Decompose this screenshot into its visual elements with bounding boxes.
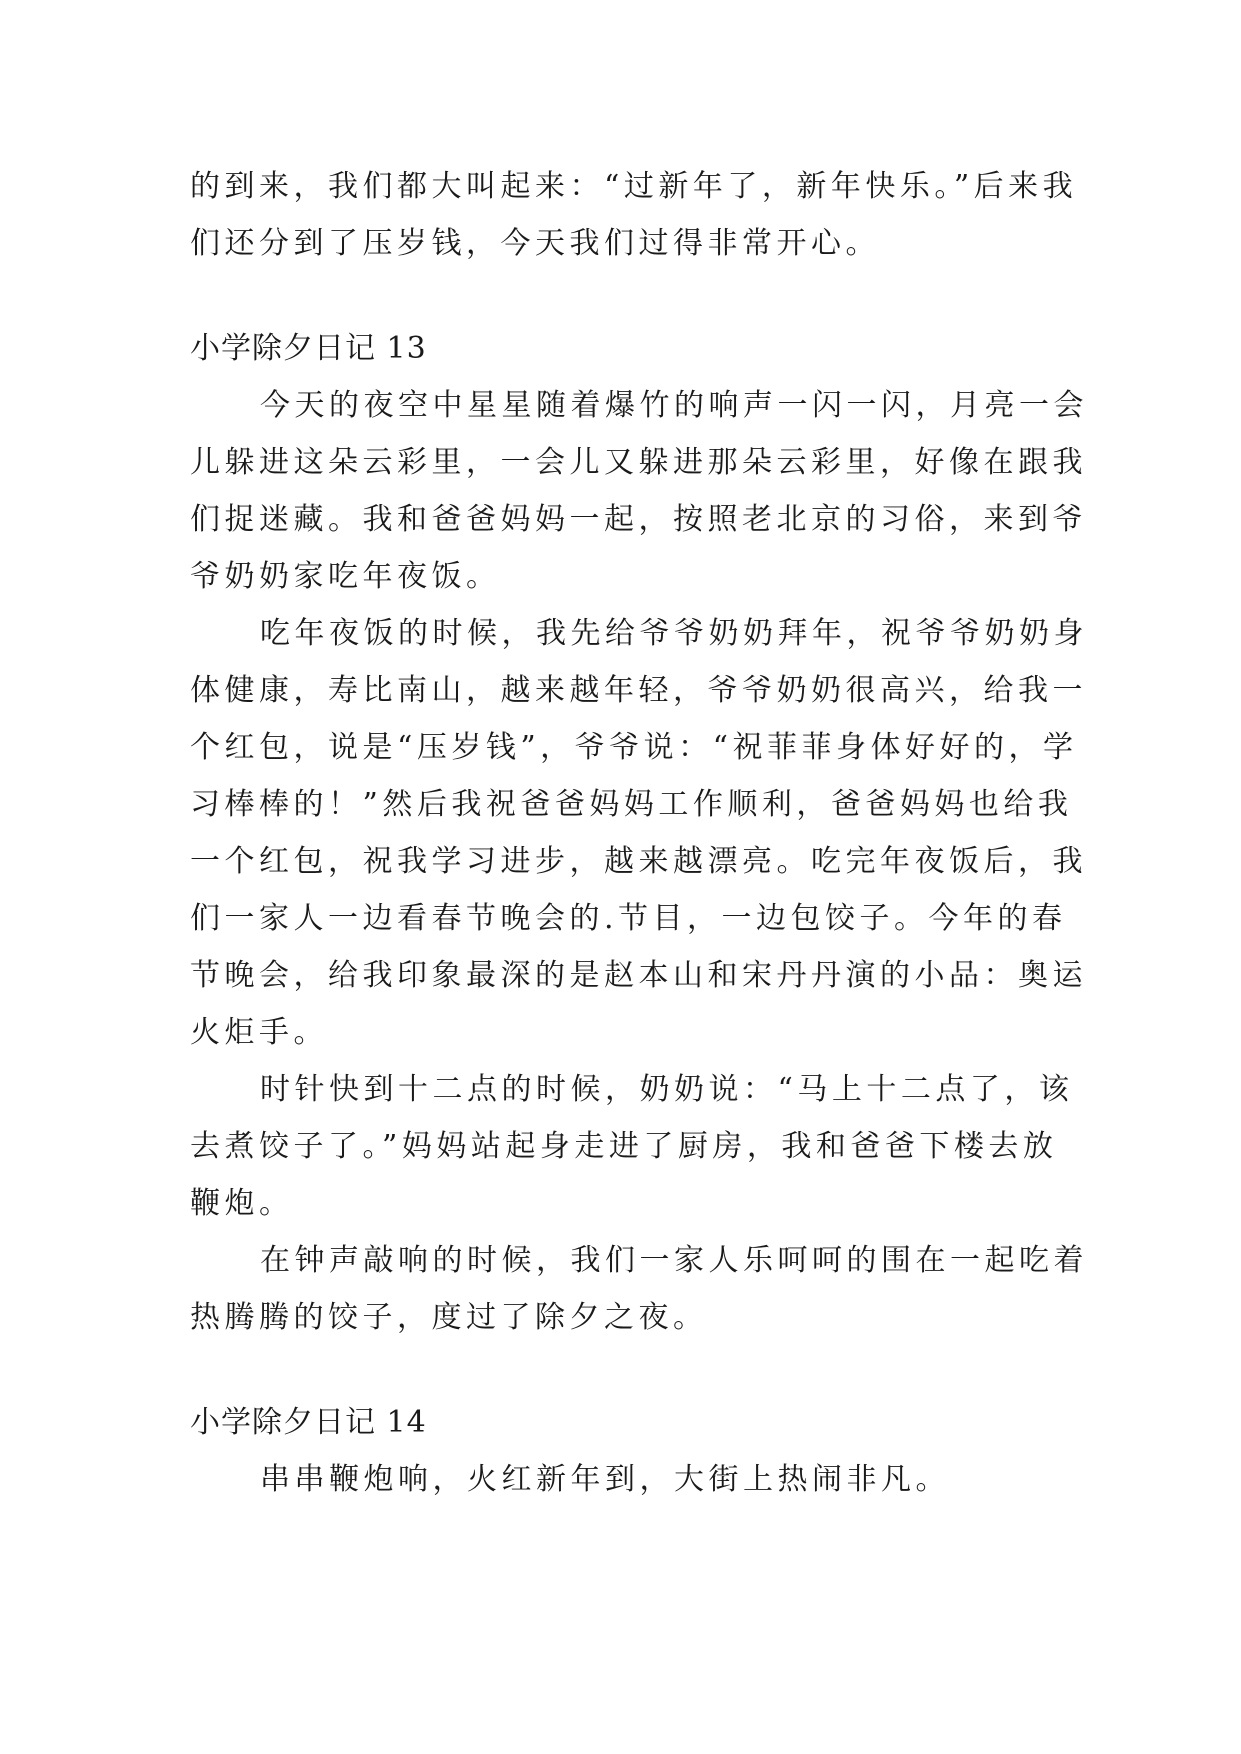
text-line: 爷奶奶家吃年夜饭。 [190,559,501,594]
text-line: 今天的夜空中星星随着爆竹的响声一闪一闪，月亮一会 [260,388,1088,423]
diary-13-paragraph-3 [190,1061,1074,1232]
text-line: 们一家人一边看春节晚会的.节目，一边包饺子。今年的春 [190,901,1067,936]
text-line: 的到来，我们都大叫起来：“过新年了，新年快乐。”后来我 [190,169,1078,204]
text-line: 一个红包，祝我学习进步，越来越漂亮。吃完年夜饭后，我 [190,844,1087,879]
text-line: 节晚会，给我印象最深的是赵本山和宋丹丹演的小品：奥运 [190,958,1087,993]
text-line: 们还分到了压岁钱，今天我们过得非常开心。 [190,226,880,261]
document-page [190,158,1088,1508]
text-line: 鞭炮。 [190,1186,294,1221]
diary-14-title: 小学除夕日记 14 [190,1405,427,1440]
text-line: 串串鞭炮响，火红新年到，大街上热闹非凡。 [260,1462,950,1497]
diary-13-paragraph-4 [190,1232,1088,1346]
diary-13-title: 小学除夕日记 13 [190,331,427,366]
text-line: 儿躲进这朵云彩里，一会儿又躲进那朵云彩里，好像在跟我 [190,445,1087,480]
text-line: 个红包，说是“压岁钱”，爷爷说：“祝菲菲身体好好的，学 [190,730,1078,765]
text-line: 去煮饺子了。”妈妈站起身走进了厨房，我和爸爸下楼去放 [190,1129,1058,1164]
text-line: 习棒棒的！”然后我祝爸爸妈妈工作顺利，爸爸妈妈也给我 [190,787,1073,822]
text-line: 时针快到十二点的时候，奶奶说：“马上十二点了，该 [260,1072,1074,1107]
diary-13-paragraph-1 [190,377,1088,605]
paragraph-continued [190,158,1078,272]
text-line: 火炬手。 [190,1015,328,1050]
text-line: 们捉迷藏。我和爸爸妈妈一起，按照老北京的习俗，来到爷 [190,502,1087,537]
diary-13-paragraph-2 [190,605,1088,1061]
text-line: 在钟声敲响的时候，我们一家人乐呵呵的围在一起吃着 [260,1243,1088,1278]
text-line: 热腾腾的饺子，度过了除夕之夜。 [190,1300,708,1335]
diary-14-paragraph-1 [190,1451,1052,1508]
text-line: 吃年夜饭的时候，我先给爷爷奶奶拜年，祝爷爷奶奶身 [260,616,1088,651]
text-line: 体健康，寿比南山，越来越年轻，爷爷奶奶很高兴，给我一 [190,673,1087,708]
